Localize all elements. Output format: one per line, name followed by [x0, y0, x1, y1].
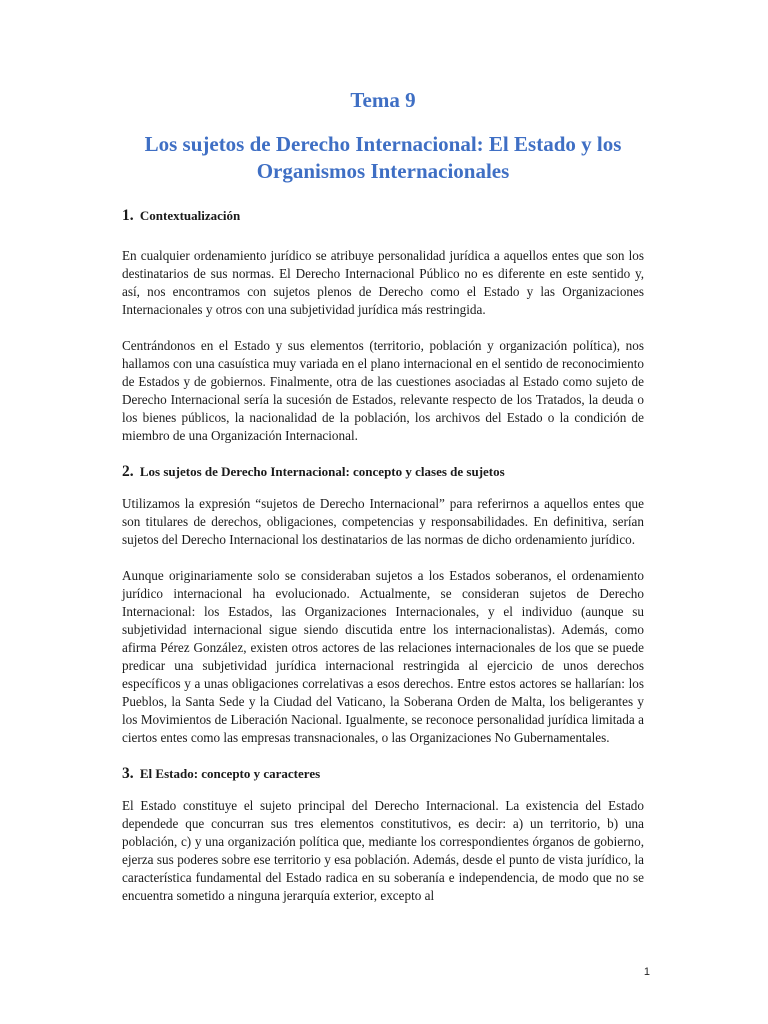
section-number: 2. — [122, 463, 134, 480]
paragraph: Utilizamos la expresión “sujetos de Derecho Internacional” para referirnos a aquellos entes que son titulares de derechos, obligaciones, competencias y responsabilidades. En definitiva, serían sujetos del Derecho Internacional los destinatarios de las normas de dicho ordenamiento jurídico. — [122, 496, 644, 547]
section-title: Los sujetos de Derecho Internacional: concepto y clases de sujetos — [139, 464, 505, 479]
paragraph: El Estado constituye el sujeto principal del Derecho Internacional. La existencia del Estado dependede que concurran sus tres elementos constitutivos, es decir: a) un territorio, b) una población, c) y una organización política que, mediante los correspondientes órganos de gobierno, ejerza sus poderes sobre ese territorio y esa población. Además, desde el punto de vista jurídico, la característica fundamental del Estado radica en su soberanía e independencia, de modo que no se encuentra sometido a ninguna jerarquía exterior, excepto al — [122, 798, 644, 903]
topic-number: Tema 9 — [350, 88, 416, 112]
section-number: 3. — [122, 765, 134, 782]
page-content — [122, 86, 644, 905]
page-number: 1 — [643, 966, 650, 978]
paragraph: Aunque originariamente solo se consideraban sujetos a los Estados soberanos, el ordenamiento jurídico internacional ha evolucionado. Actualmente, se consideran sujetos de Derecho Internacional: los Estados, las Organizaciones Internacionales, y el individuo (aunque su subjetividad internacional sigue siendo discutida entre los internacionalistas). Además, como afirma Pérez González, existen otros actores de las relaciones internacionales de los que se puede predicar una subjetividad jurídica internacional restringida al ejercicio de unos derechos específicos y a unas obligaciones correlativas a esos derechos. Entre estos actores se hallarían: los Pueblos, la Santa Sede y la Ciudad del Vaticano, la Soberana Orden de Malta, los beligerantes y los Movimientos de Liberación Nacional. Igualmente, se reconoce personalidad jurídica limitada a ciertos entes como las empresas transnacionales, o las Organizaciones No Gubernamentales. — [122, 568, 644, 745]
document-title: Los sujetos de Derecho Internacional: El Estado y los Organismos Internacionales — [144, 132, 622, 183]
section-heading — [122, 463, 644, 481]
section-heading — [122, 207, 644, 225]
section-number: 1. — [122, 207, 134, 224]
section-heading — [122, 765, 644, 783]
section-title: Contextualización — [139, 208, 241, 223]
paragraph: En cualquier ordenamiento jurídico se atribuye personalidad jurídica a aquellos entes que son los destinatarios de sus normas. El Derecho Internacional Público no es diferente en este sentido y, así, nos encontramos con sujetos plenos de Derecho como el Estado y las Organizaciones Internacionales y otros con una subjetividad jurídica más restringida. — [122, 248, 644, 317]
section-title: El Estado: concepto y caracteres — [139, 766, 321, 781]
paragraph: Centrándonos en el Estado y sus elementos (territorio, población y organización política), nos hallamos con una casuística muy variada en el plano internacional en el sentido de reconocimiento de Estados y de gobiernos. Finalmente, otra de las cuestiones asociadas al Estado como sujeto de Derecho Internacional sería la sucesión de Estados, relevante respecto de los Tratados, la deuda o los bienes públicos, la nacionalidad de la población, los archivos del Estado o la condición de miembro de una Organización Internacional. — [122, 338, 644, 443]
